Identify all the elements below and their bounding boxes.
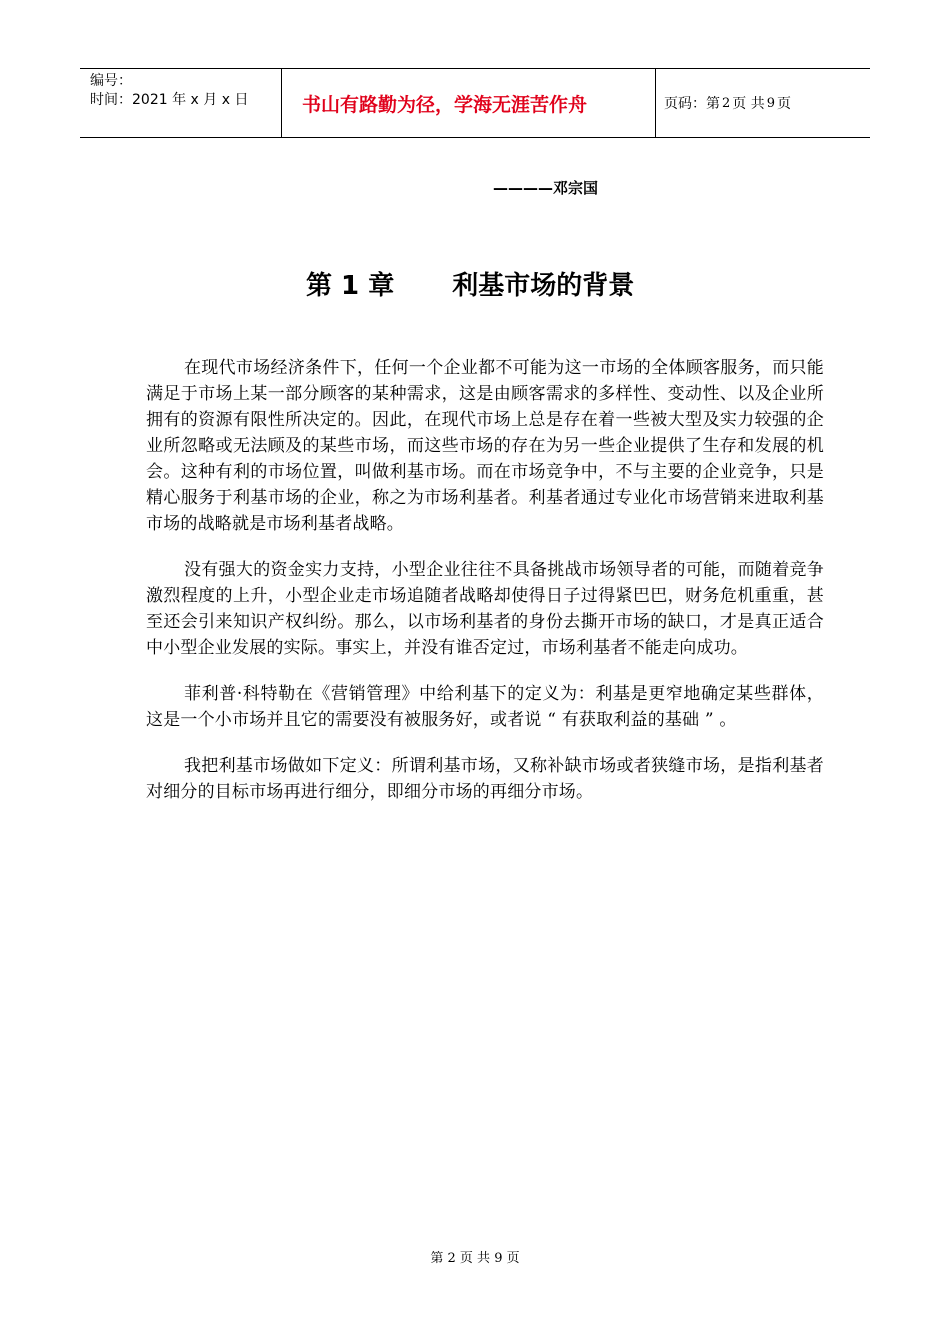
document-date: 时间：2021 年 x 月 x 日 <box>90 92 249 108</box>
page-current: 2 <box>722 95 731 111</box>
paragraph: 没有强大的资金实力支持，小型企业往往不具备挑战市场领导者的可能，而随着竞争激烈程度的上升，小型企业走市场追随者战略却使得日子过得紧巴巴，财务危机重重，甚至还会引来知识产权纠纷。那么，以市场利基者的身份去撕开市场的缺口，才是真正适合中小型企业发展的实际。事实上，并没有谁否定过，市场利基者不能走向成功。 <box>146 560 824 658</box>
header-page-info <box>656 69 870 137</box>
header-motto: 书山有路勤为径，学海无涯苦作舟 <box>281 69 656 137</box>
header-table <box>80 68 870 138</box>
paragraph: 我把利基市场做如下定义：所谓利基市场，又称补缺市场或者狭缝市场，是指利基者对细分的目标市场再进行细分，即细分市场的再细分市场。 <box>146 756 824 802</box>
chapter-heading <box>306 265 634 302</box>
page-suffix: 页 <box>777 96 792 112</box>
page-total: 9 <box>766 95 776 111</box>
header-meta <box>80 69 281 137</box>
page-footer: 第 2 页 共 9 页 <box>430 1251 520 1266</box>
paragraph: 在现代市场经济条件下，任何一个企业都不可能为这一市场的全体顾客服务，而只能满足于市场上某一部分顾客的某种需求，这是由顾客需求的多样性、变动性、以及企业所拥有的资源有限性所决定的。因此，在现代市场上总是存在着一些被大型及实力较强的企业所忽略或无法顾及的某些市场，而这些市场的存在为另一些企业提供了生存和发展的机会。这种有利的市场位置，叫做利基市场。而在市场竞争中，不与主要的企业竞争，只是精心服务于利基市场的企业，称之为市场利基者。利基者通过专业化市场营销来进取利基市场的战略就是市场利基者战略。 <box>146 358 824 534</box>
page-mid: 页 共 <box>732 96 765 112</box>
document-number-label: 编号： <box>90 73 132 89</box>
chapter-title: 利基市场的背景 <box>452 271 635 301</box>
chapter-number: 第 1 章 <box>306 271 395 301</box>
paragraph: 菲利普·科特勒在《营销管理》中给利基下的定义为：利基是更窄地确定某些群体，这是一个小市场并且它的需要没有被服务好，或者说 “ 有获取利益的基础 ” 。 <box>146 684 824 730</box>
body-text <box>146 355 824 825</box>
author-signature: ————邓宗国 <box>493 179 599 197</box>
page-prefix: 页码：第 <box>664 96 720 112</box>
